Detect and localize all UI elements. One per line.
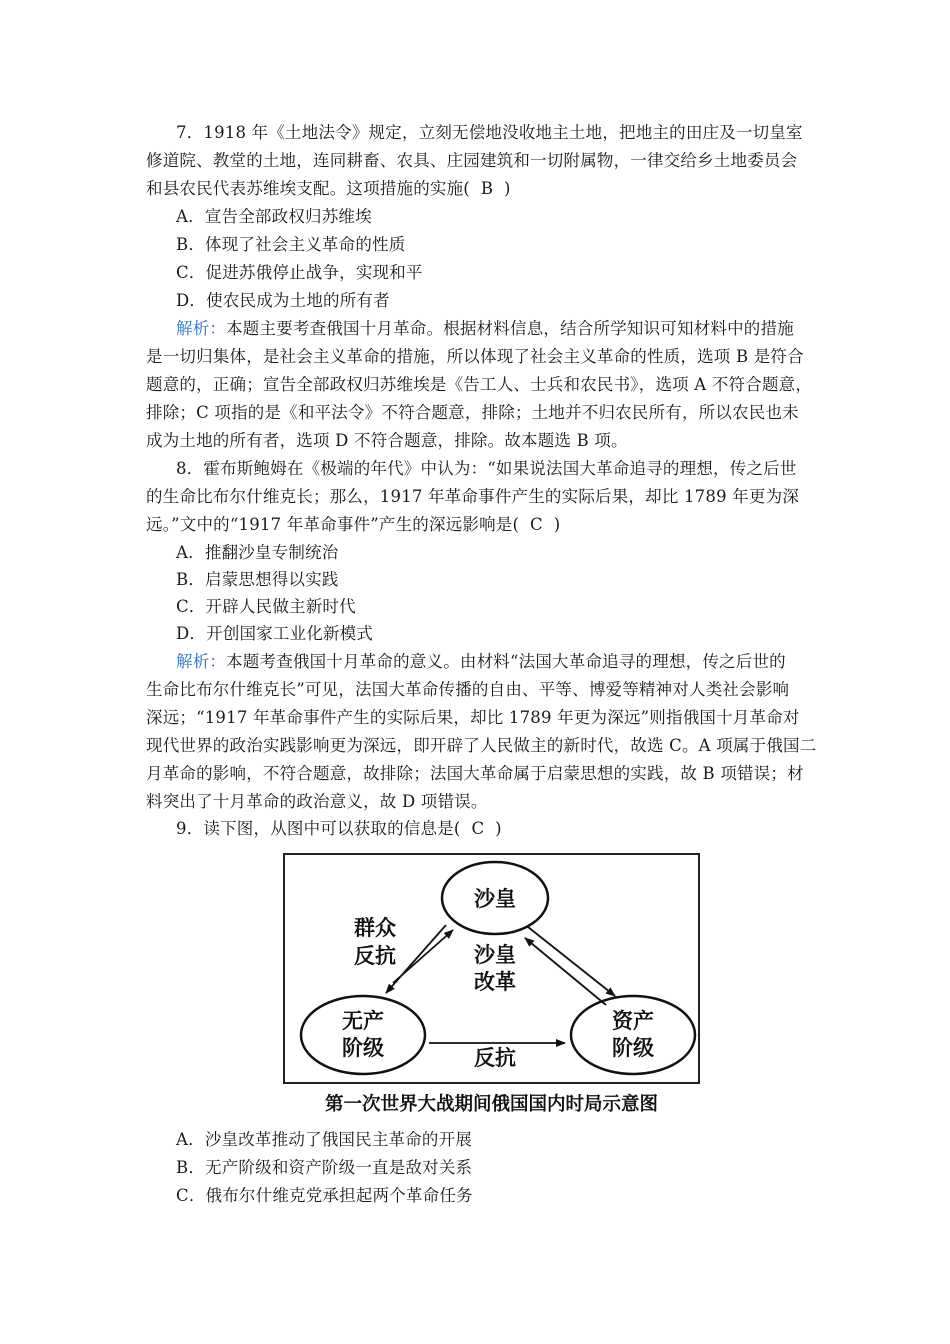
q8-analysis-line-5: 月革命的影响，不符合题意，故排除；法国大革命属于启蒙思想的实践，故 B 项错误；材 [146,764,804,783]
q8-analysis-label: 解析： [176,652,227,671]
q7-analysis-label: 解析： [176,319,227,338]
q7-stem-line-3 [146,175,816,203]
q8-analysis-line-3: 深远；“1917 年革命事件产生的实际后果，却比 1789 年更为深远”则指俄国十月革命对 [146,708,800,727]
tsar-reform-label-2: 改革 [474,970,516,994]
q7-option-d: D．使农民成为土地的所有者 [176,291,390,310]
bourgeoisie-label-2: 阶级 [612,1036,654,1060]
q7-analysis-line-5: 成为土地的所有者，选项 D 不符合题意，排除。故本题选 B 项。 [146,431,628,450]
q7-analysis-line-3: 题意的，正确；宣告全部政权归苏维埃是《告工人、士兵和农民书》，选项 A 不符合题意， [146,375,813,394]
q8-stem-line-1: 8．霍布斯鲍姆在《极端的年代》中认为：“如果说法国大革命追寻的理想，传之后世 [176,459,797,478]
q7-option-a: A．宣告全部政权归苏维埃 [176,207,372,226]
q7-stem-line-1: 7．1918 年《土地法令》规定，立刻无偿地没收地主土地，把地主的田庄及一切皇室 [176,123,803,142]
q8-analysis-line-6: 料突出了十月革命的政治意义，故 D 项错误。 [146,792,488,811]
q8-analysis-line-4: 现代世界的政治实践影响更为深远，即开辟了人民做主的新时代，故选 C。A 项属于俄国二 [146,736,817,755]
mass-resistance-label-1: 群众 [354,916,396,940]
q9-paren-close: ) [495,819,502,838]
q7-option-c: C．促进苏俄停止战争，实现和平 [176,263,423,282]
q7-paren-close: ) [504,179,511,198]
q7-stem-text: 和县农民代表苏维埃支配。这项措施的实施( [146,179,470,198]
q8-analysis-line-1 [176,648,846,676]
q8-option-d: D．开创国家工业化新模式 [176,624,374,643]
q8-option-b: B．启蒙思想得以实践 [176,570,339,589]
q8-stem-line-3 [146,511,816,539]
q8-analysis-text: 本题考查俄国十月革命的意义。由材料“法国大革命追寻的理想，传之后世的 [226,652,786,671]
diagram-svg [285,855,702,1086]
q8-answer: C [530,515,543,534]
tsar-reform-arrow [528,927,615,996]
q9-option-c: C．俄布尔什维克党承担起两个革命任务 [176,1186,473,1205]
q8-paren-close: ) [553,515,561,534]
q8-option-c: C．开辟人民做主新时代 [176,597,356,616]
q7-analysis-line-1 [176,315,846,343]
mass-resistance-label-2: 反抗 [354,944,396,968]
q7-answer: B [480,179,494,198]
q9-answer: C [471,819,485,838]
q8-stem-line-2: 的生命比布尔什维克长；那么，1917 年革命事件产生的实际后果，却比 1789 年更为深 [146,487,800,506]
q8-option-a: A．推翻沙皇专制统治 [176,543,339,562]
bourgeoisie-label-1: 资产 [612,1009,654,1033]
q9-stem-text: 9．读下图，从图中可以获取的信息是( [176,819,461,838]
q7-analysis-text: 本题主要考查俄国十月革命。根据材料信息，结合所学知识可知材料中的措施 [226,319,794,338]
bourgeoisie-node [571,996,695,1074]
proletariat-label-1: 无产 [342,1009,384,1033]
q9-option-b: B．无产阶级和资产阶级一直是敌对关系 [176,1158,473,1177]
proletariat-label-2: 阶级 [342,1036,384,1060]
q8-stem-text: 远。”文中的“1917 年革命事件”产生的深远影响是( [146,515,520,534]
q9-option-a: A．沙皇改革推动了俄国民主革命的开展 [176,1130,473,1149]
q7-analysis-line-2: 是一切归集体，是社会主义革命的措施，所以体现了社会主义革命的性质，选项 B 是符合 [146,347,804,366]
resistance-label: 反抗 [474,1046,516,1070]
q8-analysis-line-2: 生命比布尔什维克长”可见，法国大革命传播的自由、平等、博爱等精神对人类社会影响 [146,680,790,699]
q7-option-b: B．体现了社会主义革命的性质 [176,235,406,254]
q9-stem [176,815,846,843]
diagram-caption: 第一次世界大战期间俄国国内时局示意图 [324,1094,658,1115]
bourgeoisie-to-tsar-arrow [525,938,606,1005]
russia-situation-diagram [283,853,700,1084]
tsar-reform-label-1: 沙皇 [474,943,516,967]
proletariat-node [301,996,425,1074]
tsar-label: 沙皇 [474,887,516,911]
q7-analysis-line-4: 排除；C 项指的是《和平法令》不符合题意，排除；土地并不归农民所有，所以农民也未 [146,403,799,422]
q7-stem-line-2: 修道院、教堂的土地，连同耕畜、农具、庄园建筑和一切附属物，一律交给乡土地委员会 [146,151,798,170]
